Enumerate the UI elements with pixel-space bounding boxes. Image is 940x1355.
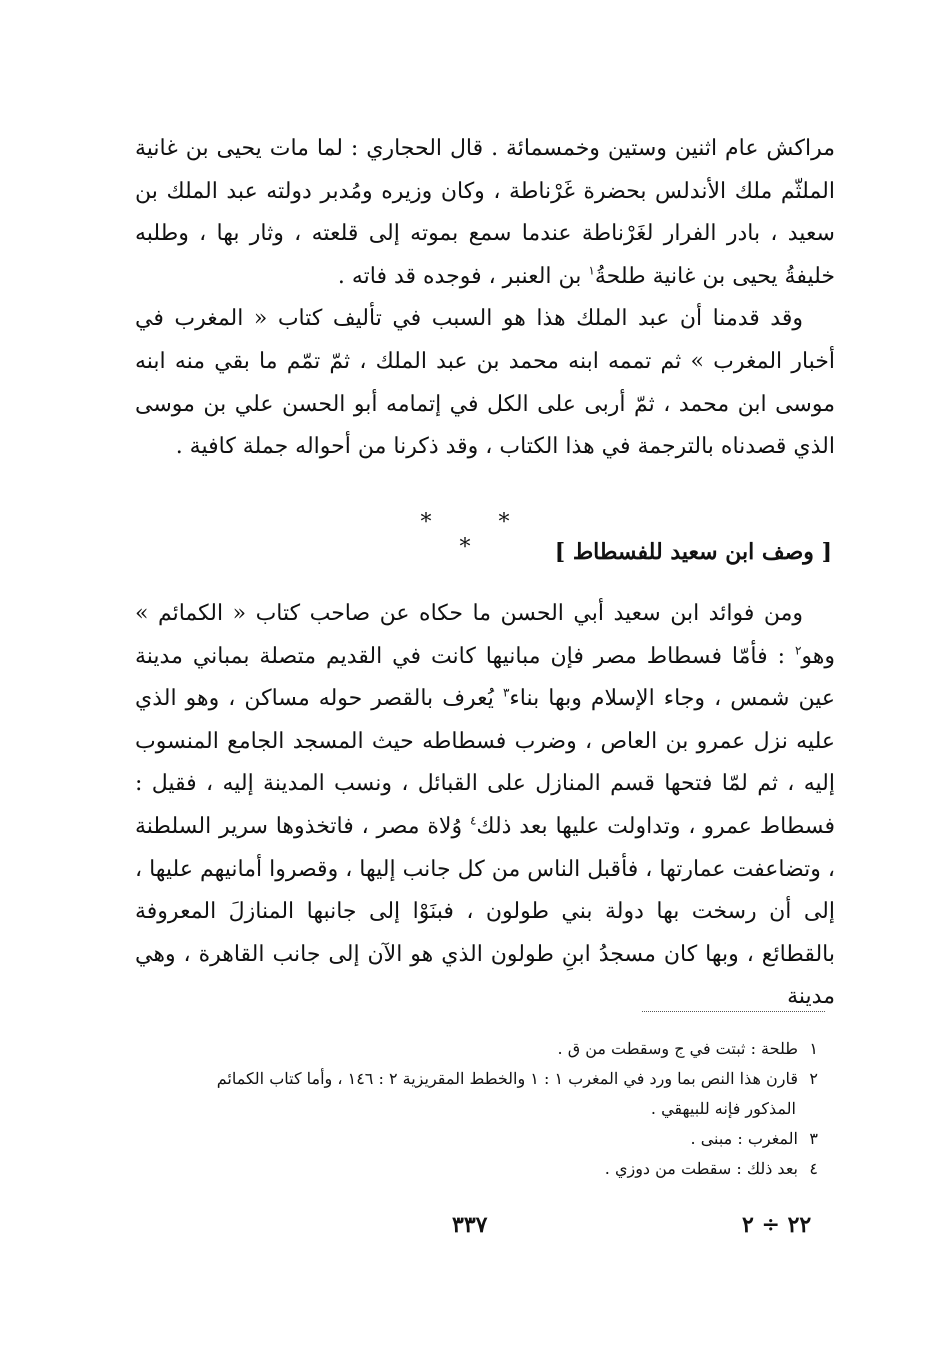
section-one [135, 128, 835, 469]
footnote-4 [130, 1154, 818, 1184]
footnote-divider [642, 1011, 825, 1012]
section-separator: * * * [420, 510, 540, 560]
paragraph-1-text: مراكش عام اثنين وستين وخمسمائة . قال الحجاري : لما مات يحيى بن غانية الملثّم ملك الأندلس بحضرة غَرْناطة ، وكان وزيره ومُدبر دولته عبد الملك بن سعيد ، بادر الفرار لغَرْناطة عندما سمع بموته إلى قلعته ، وثار بها ، وطلبه خليفةُ يحيى بن غانية طلحةُ [135, 136, 835, 289]
section-two [135, 593, 835, 1019]
footnote-2 [130, 1064, 818, 1094]
paragraph-2: وقد قدمنا أن عبد الملك هذا هو السبب في تأليف كتاب « المغرب في أخبار المغرب » ثم تممه ابنه محمد بن عبد الملك ، ثمّ تمّم ما بقي منه ابنه موسى ابن محمد ، ثمّ أربى على الكل في إتمامه أبو الحسن علي بن موسى الذي قصدناه بالترجمة في هذا الكتاب ، وقد ذكرنا من أحواله جملة كافية . [135, 306, 835, 460]
paragraph-3-part-c: يُعرف بالقصر حوله مساكن ، وهو الذي عليه نزل عمرو بن العاص ، وضرب فسطاطه حيث المسجد الجامع المنسوب إليه ، ثم لمّا فتحها قسم المنازل على القبائل ، ونسب المدينة إليه ، فقيل : فسطاط عمرو ، وتداولت عليها بعد ذلك [135, 686, 836, 839]
paragraph-3-part-d: وُلاة مصر ، فاتخذوها سرير السلطنة ، وتضاعفت عمارتها ، فأقبل الناس من كل جانب إليها ، وقصروا أمانيهم عليها ، إلى أن رسخت بها دولة بني طولون ، فبنَوْا إلى جانبها المنازلَ المعروفة بالقطائع ، وبها كان مسجدُ ابنِ طولون الذي هو الآن إلى جانب القاهرة ، وهي مدينة [134, 813, 835, 1010]
footnote-ref-2: ٢ [794, 643, 802, 658]
footnote-ref-1: ١ [588, 263, 595, 278]
signature-mark: ٢٢ ÷ ٢ [742, 1212, 812, 1238]
footnote-ref-4: ٤ [469, 813, 477, 828]
footnotes [130, 1034, 818, 1184]
footnote-3 [130, 1124, 818, 1154]
section-heading: [ وصف ابن سعيد للفسطاط ] [554, 539, 832, 565]
paragraph-1 [135, 128, 835, 298]
page-number: ٣٣٧ [452, 1212, 488, 1238]
paragraph-1-tail: بن العنبر ، فوجده قد فاته . [337, 263, 582, 289]
footnote-text: المغرب : مبنى . [690, 1129, 798, 1148]
paragraph-3 [135, 593, 835, 1019]
footnote-number: ٣ [809, 1129, 818, 1148]
footnote-text: قارن هذا النص بما ورد في المغرب ١ : ١ والخطط المقريزية ٢ : ١٤٦ ، وأما كتاب الكمائم [216, 1069, 798, 1088]
paragraph-3-part-b: : فأمّا فسطاط مصر فإن مبانيها كانت في القديم متصلة بمباني مدينة عين شمس ، وجاء الإسلام وبها بناء [135, 643, 835, 712]
footnote-2-continuation: المذكور فإنه للبيهقي . [650, 1099, 796, 1118]
footnote-text: طلحة : ثبتت في ج وسقطت من ق . [557, 1039, 798, 1058]
footnote-text: بعد ذلك : سقطت من دوزي . [604, 1159, 798, 1178]
footnote-number: ٢ [809, 1069, 818, 1088]
footnote-number: ٤ [809, 1159, 818, 1178]
paragraph-3-part-a: ومن فوائد ابن سعيد أبي الحسن ما حكاه عن صاحب كتاب « الكمائم » وهو [135, 601, 835, 669]
footnote-ref-3: ٣ [502, 685, 510, 700]
footnote-1 [130, 1034, 818, 1064]
footnote-number: ١ [809, 1039, 818, 1058]
